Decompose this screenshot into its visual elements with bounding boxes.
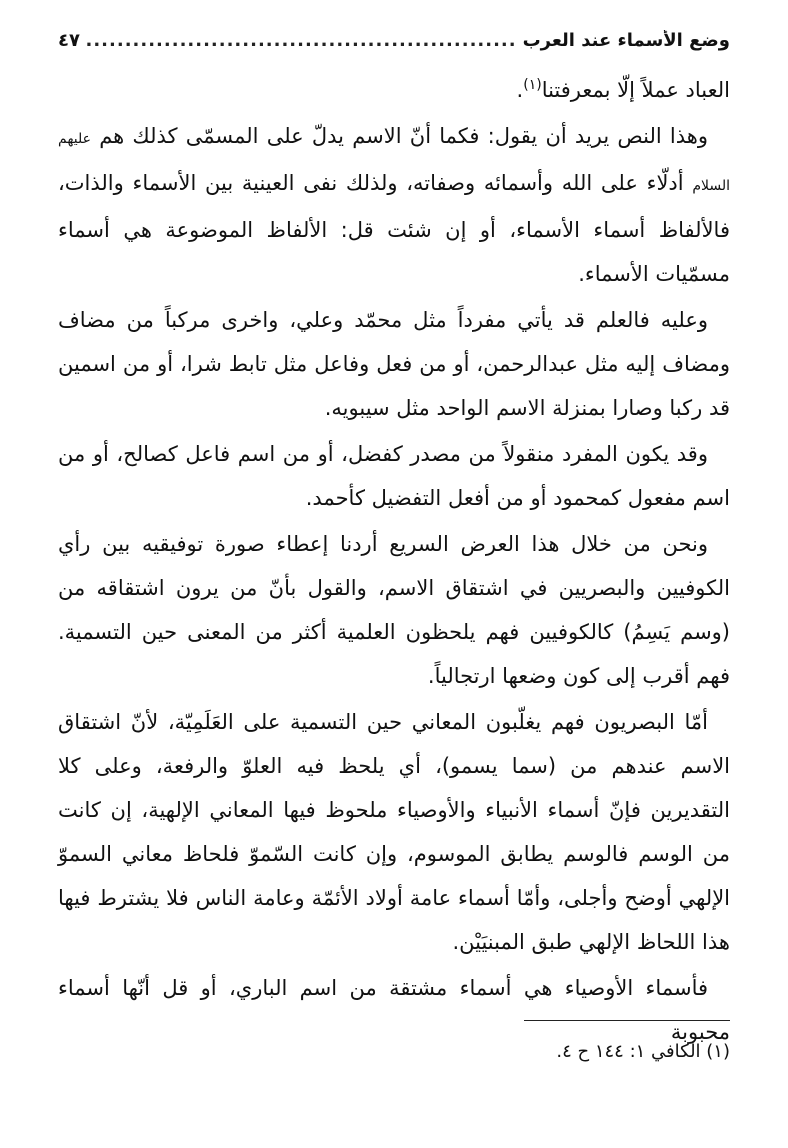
footnote-reference: (١) bbox=[523, 77, 542, 93]
paragraph-text: وعليه فالعلم قد يأتي مفرداً مثل محمّد وعلي، واخرى مركباً من مضاف ومضاف إليه مثل عبدالرحمن، أو من فعل وفاعل مثل تابط شرا، أو من اسمين قد ركبا وصارا بمنزلة الاسم الواحد مثل سيبويه. bbox=[58, 308, 730, 420]
paragraph-text: أمّا البصريون فهم يغلّبون المعاني حين التسمية على العَلَمِيّة، لأنّ اشتقاق الاسم عندهم من (سما يسمو)، أي يلحظ فيه العلوّ والرفعة، وعلى كلا التقديرين فإنّ أسماء الأنبياء والأوصياء ملحوظ فيها المعاني الإلهية، إن كانت من الوسم فالوسم يطابق الموسوم، وإن كانت السّموّ فلحاظ معاني السموّ الإلهي أوضح وأجلى، وأمّا أسماء عامة أولاد الأئمّة وعامة الناس فلا يشترط فيها هذا اللحاظ الإلهي طبق المبنيَيْن. bbox=[58, 710, 730, 954]
honorific-ligature: عليهم السلام bbox=[58, 131, 730, 194]
paragraph-text: ونحن من خلال هذا العرض السريع أردنا إعطاء صورة توفيقيه بين رأي الكوفيين والبصريين في اشتقاق الاسم، والقول بأنّ من يرون اشتقاقه من (وسم يَسِمُ) كالكوفيين فهم يلحظون العلمية أكثر من المعنى حين التسمية. فهم أقرب إلى كون وضعها ارتجالياً. bbox=[58, 532, 730, 688]
paragraph bbox=[58, 68, 730, 112]
paragraph-text: أدلّاء على الله وأسمائه وصفاته، ولذلك نفى العينية بين الأسماء والذات، فالألفاظ أسماء الأسماء، أو إن شئت قل: الألفاظ الموضوعة هي أسماء مسمّيات الأسماء. bbox=[58, 171, 730, 286]
header-leader-dots bbox=[86, 30, 517, 51]
paragraph-text: وقد يكون المفرد منقولاً من مصدر كفضل، أو من اسم فاعل كصالح، أو من اسم مفعول كمحمود أو من أفعل التفضيل كأحمد. bbox=[58, 442, 730, 510]
page-number: ٤٧ bbox=[58, 30, 80, 51]
paragraph bbox=[58, 432, 730, 520]
paragraph bbox=[58, 114, 730, 296]
header-title: وضع الأسماء عند العرب bbox=[522, 30, 730, 51]
paragraph-text: فأسماء الأوصياء هي أسماء مشتقة من اسم الباري، أو قل أنّها أسماء محبوبة bbox=[58, 976, 730, 1044]
paragraph-text: . bbox=[516, 78, 524, 102]
footnote-separator bbox=[524, 1020, 730, 1021]
book-page bbox=[58, 30, 730, 1120]
footnote: (١) الكافي ١: ١٤٤ ح ٤. bbox=[556, 1041, 730, 1062]
paragraph-text: وهذا النص يريد أن يقول: فكما أنّ الاسم يدلّ على المسمّى كذلك هم bbox=[99, 124, 708, 148]
page-body bbox=[58, 68, 730, 1054]
running-header bbox=[58, 30, 730, 60]
paragraph bbox=[58, 700, 730, 964]
paragraph-text: العباد عملاً إلّا بمعرفتنا bbox=[541, 78, 730, 102]
paragraph bbox=[58, 298, 730, 430]
paragraph bbox=[58, 522, 730, 698]
